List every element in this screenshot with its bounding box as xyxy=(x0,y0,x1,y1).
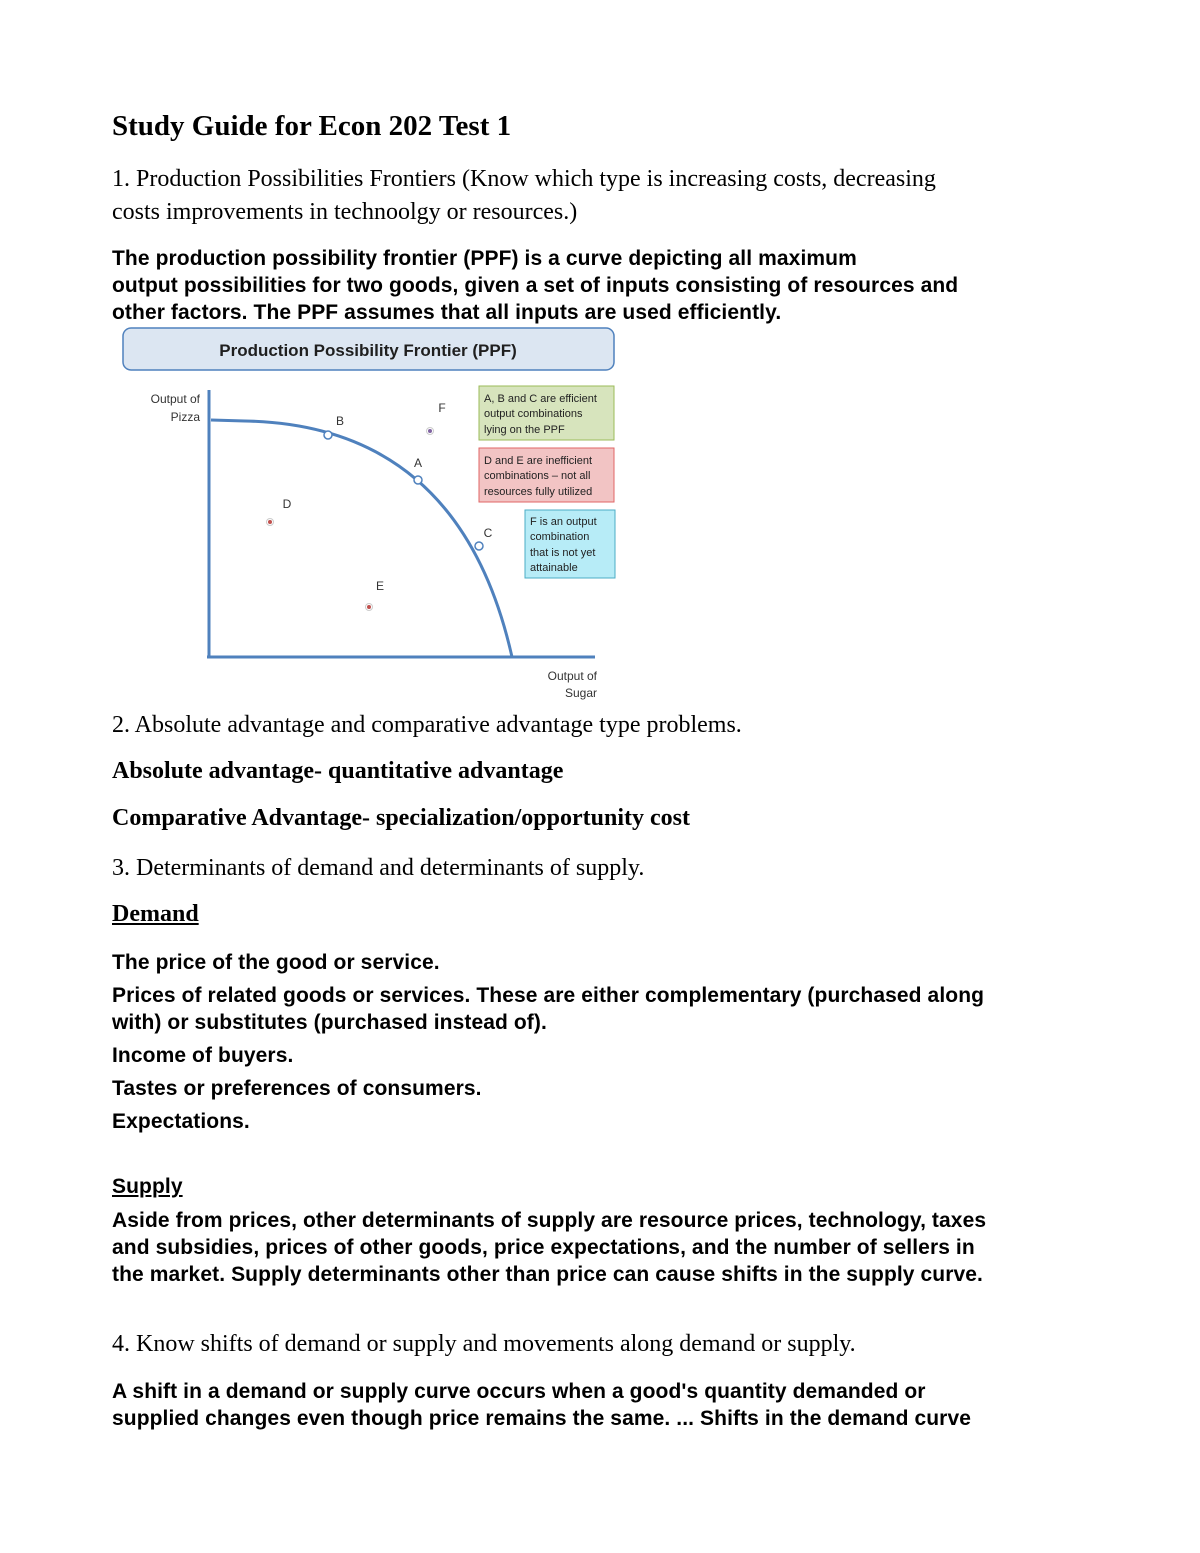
point-c-marker xyxy=(475,542,483,550)
point-d-label: D xyxy=(282,497,292,511)
supply-heading: Supply xyxy=(112,1175,183,1198)
efficient-callout-line-1: A, B and C are efficient xyxy=(484,393,597,405)
supply-line-1: Aside from prices, other determinants of supply are resource prices, technology, taxes xyxy=(112,1209,987,1232)
demand-heading: Demand xyxy=(112,901,199,927)
ppf-curve xyxy=(211,420,512,657)
shift-line-2: supplied changes even though price remains the same. ... Shifts in the demand curve xyxy=(112,1407,972,1430)
ppf-figure xyxy=(0,0,1200,710)
point-f-dot xyxy=(428,429,432,433)
unattainable-callout-line-3: that is not yet xyxy=(530,547,596,559)
ppf-definition-line-2: output possibilities for two goods, given a set of inputs consisting of resources and xyxy=(112,274,959,297)
unattainable-callout-line-2: combination xyxy=(530,531,590,543)
supply-line-3: the market. Supply determinants other than price can cause shifts in the supply curve. xyxy=(112,1263,983,1286)
ppf-definition-line-3: other factors. The PPF assumes that all inputs are used efficiently. xyxy=(112,301,782,324)
y-axis-label-line-1: Output of xyxy=(150,392,200,406)
question-1-line-1: 1. Production Possibilities Frontiers (Know which type is increasing costs, decreasing xyxy=(112,166,936,192)
demand-item-2-line-1: Prices of related goods or services. These are either complementary (purchased along xyxy=(112,984,985,1007)
inefficient-callout-line-1: D and E are inefficient xyxy=(484,455,593,467)
point-e-label: E xyxy=(375,579,385,593)
demand-item-5: Expectations. xyxy=(112,1110,250,1133)
ppf-definition-line-1: The production possibility frontier (PPF) is a curve depicting all maximum xyxy=(112,247,857,270)
x-axis-label-line-1: Output of xyxy=(547,669,597,683)
comparative-advantage: Comparative Advantage- specialization/opportunity cost xyxy=(112,805,690,831)
demand-item-2-line-2: with) or substitutes (purchased instead of). xyxy=(112,1011,547,1034)
demand-item-1: The price of the good or service. xyxy=(112,951,440,974)
point-f-label: F xyxy=(438,401,446,415)
question-4: 4. Know shifts of demand or supply and movements along demand or supply. xyxy=(112,1331,856,1357)
point-e-dot xyxy=(367,605,371,609)
supply-line-2: and subsidies, prices of other goods, price expectations, and the number of sellers in xyxy=(112,1236,975,1259)
figure-title: Production Possibility Frontier (PPF) xyxy=(219,341,517,360)
point-c-label: C xyxy=(483,526,493,540)
efficient-callout-line-2: output combinations xyxy=(484,408,583,420)
point-d-dot xyxy=(268,520,272,524)
demand-item-4: Tastes or preferences of consumers. xyxy=(112,1077,482,1100)
x-axis-label-line-2: Sugar xyxy=(564,686,597,700)
shift-line-1: A shift in a demand or supply curve occurs when a good's quantity demanded or xyxy=(112,1380,926,1403)
demand-item-3: Income of buyers. xyxy=(112,1044,294,1067)
point-a-marker xyxy=(414,476,422,484)
point-b-label: B xyxy=(335,414,345,428)
question-1-line-2: costs improvements in technoolgy or resources.) xyxy=(112,199,578,225)
point-b-marker xyxy=(324,431,332,439)
question-2: 2. Absolute advantage and comparative advantage type problems. xyxy=(112,712,742,738)
unattainable-callout-line-4: attainable xyxy=(530,562,578,574)
question-3: 3. Determinants of demand and determinants of supply. xyxy=(112,855,645,881)
efficient-callout-line-3: lying on the PPF xyxy=(484,424,565,436)
document-title: Study Guide for Econ 202 Test 1 xyxy=(112,110,512,142)
absolute-advantage: Absolute advantage- quantitative advantage xyxy=(112,758,564,784)
y-axis-label-line-2: Pizza xyxy=(170,410,200,424)
inefficient-callout-line-2: combinations – not all xyxy=(484,470,591,482)
unattainable-callout-line-1: F is an output xyxy=(530,516,597,528)
point-a-label: A xyxy=(413,456,423,470)
inefficient-callout-line-3: resources fully utilized xyxy=(484,486,593,498)
